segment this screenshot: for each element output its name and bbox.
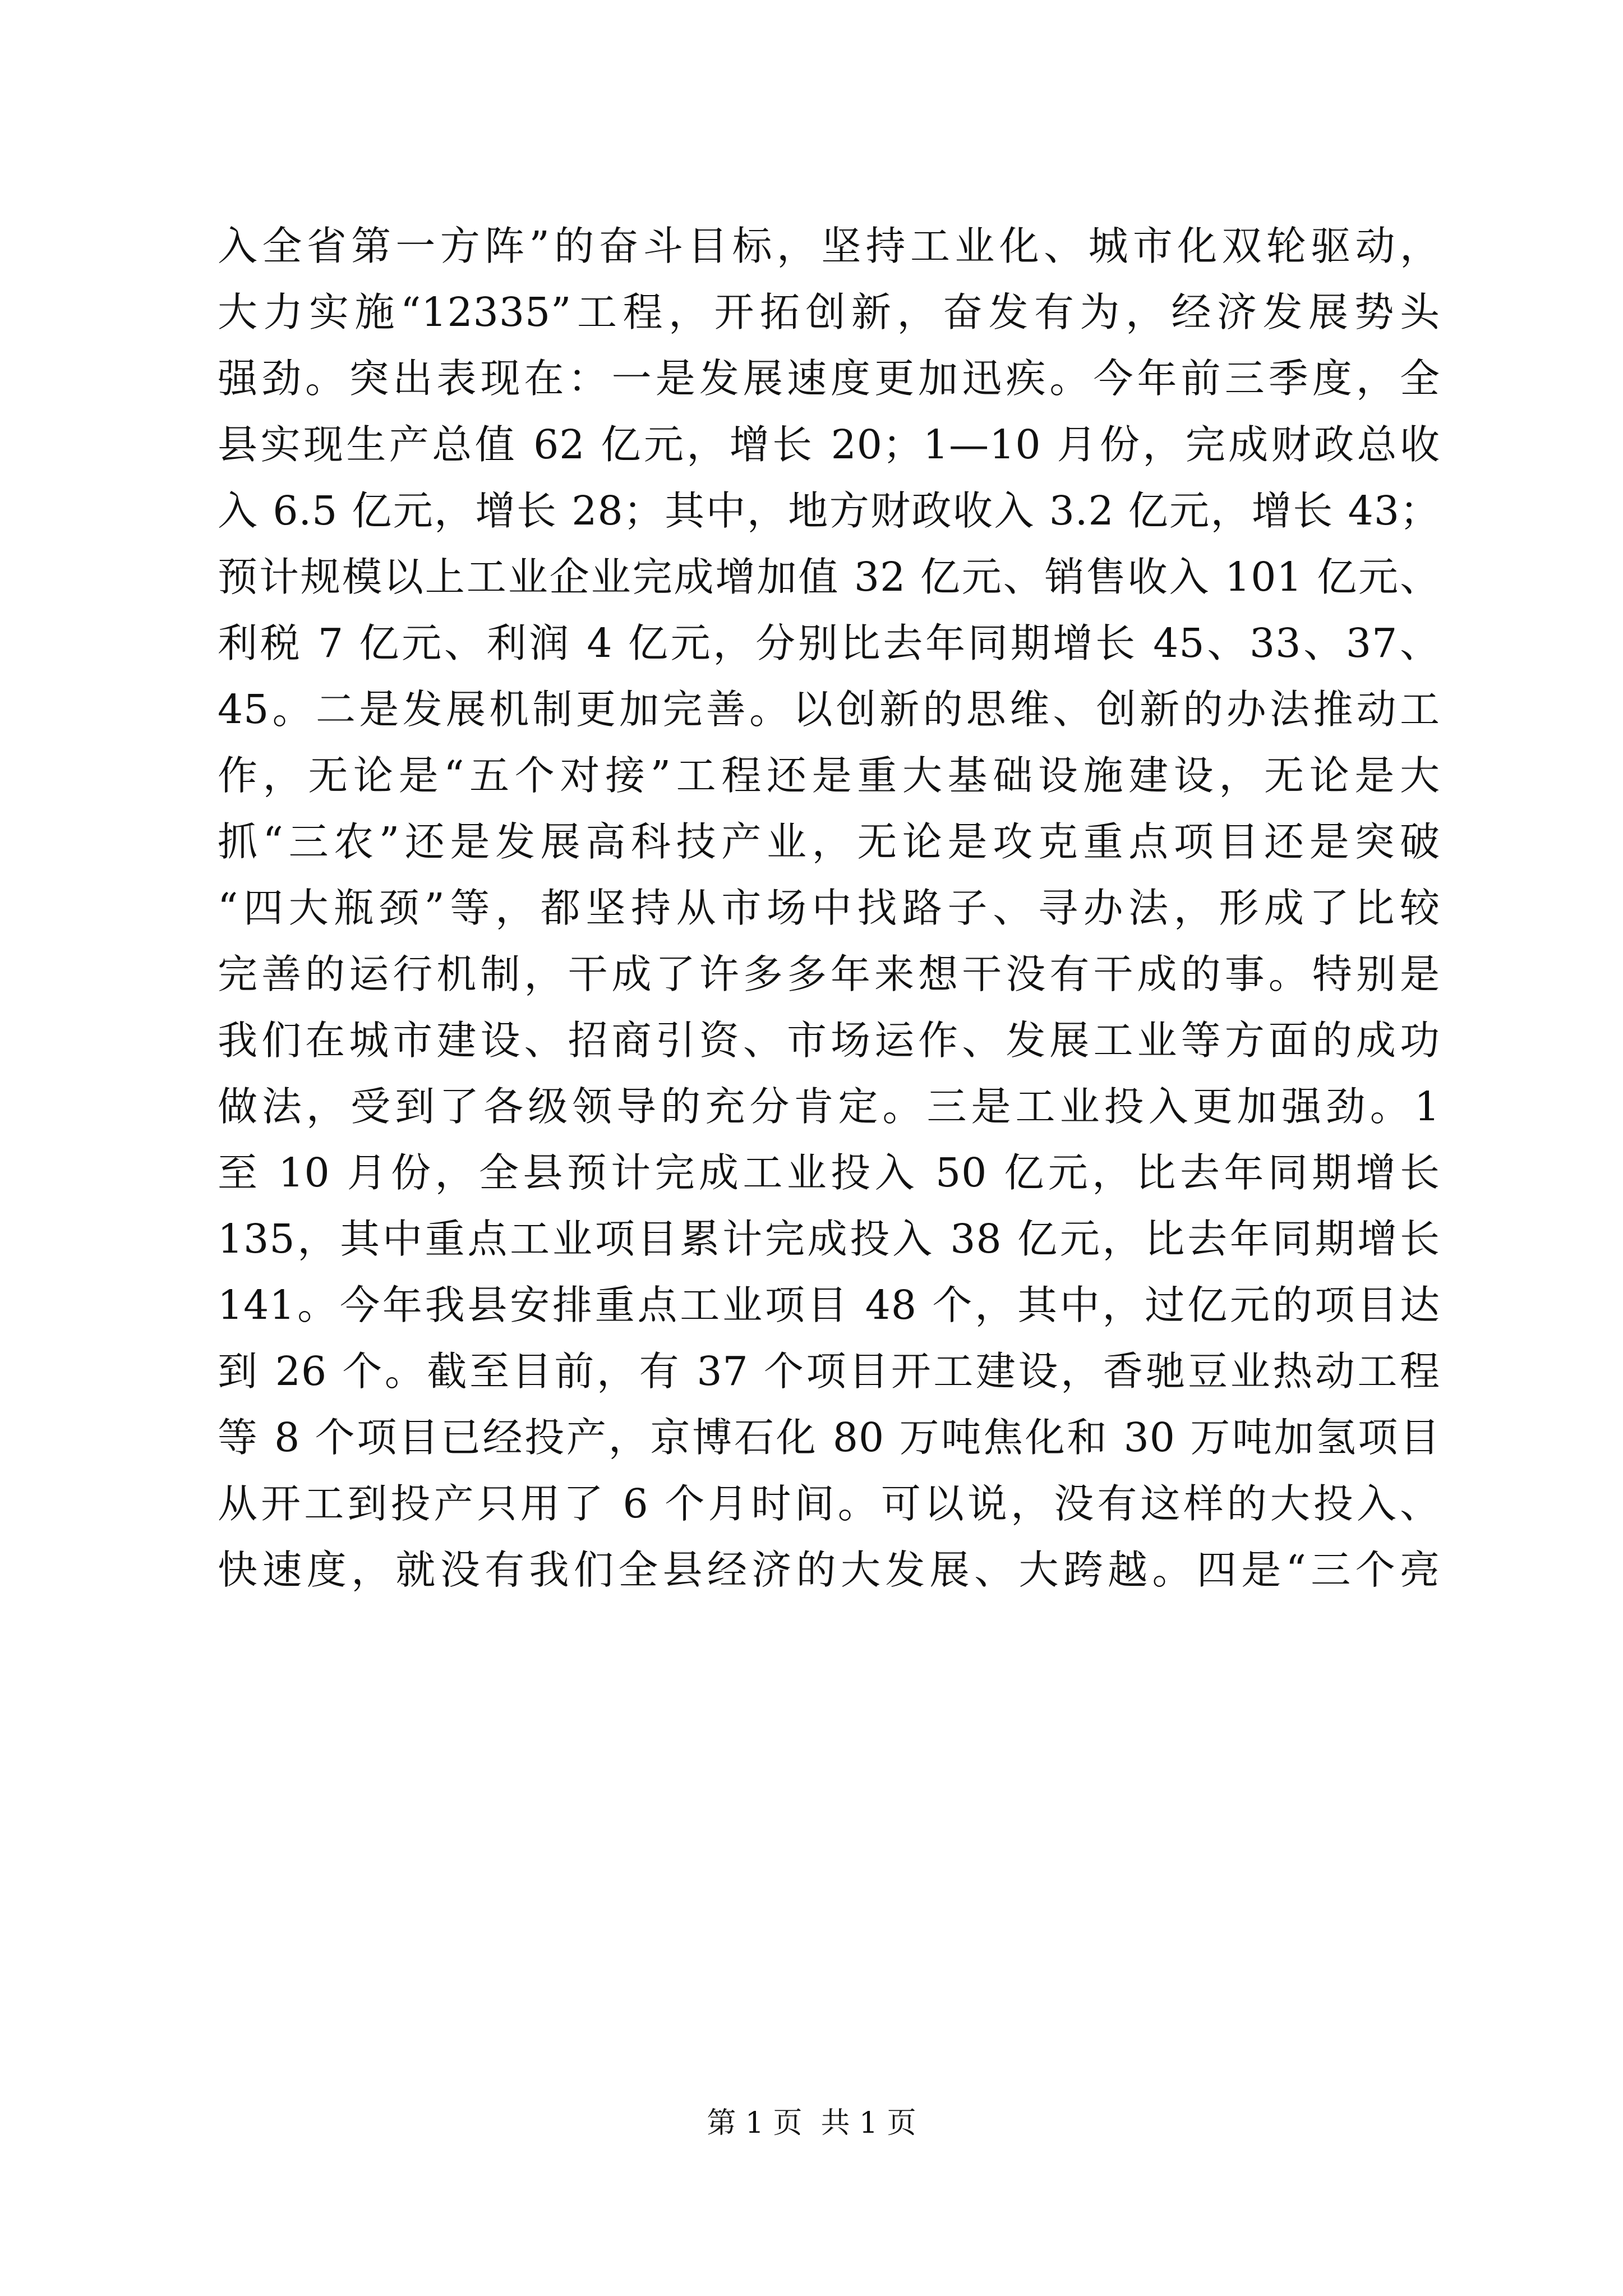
text-line: 抓“三农”还是发展高科技产业，无论是攻克重点项目还是突破: [218, 818, 1440, 865]
text-line: 45。二是发展机制更加完善。以创新的思维、创新的办法推动工: [218, 686, 1440, 733]
text-line: 我们在城市建设、招商引资、市场运作、发展工业等方面的成功: [218, 1017, 1440, 1064]
text-line: 入全省第一方阵”的奋斗目标，坚持工业化、城市化双轮驱动，: [218, 223, 1440, 269]
text-line: 完善的运行机制，干成了许多多年来想干没有干成的事。特别是: [218, 951, 1440, 997]
text-line: 至 10 月份，全县预计完成工业投入 50 亿元，比去年同期增长: [218, 1149, 1440, 1196]
text-line: “四大瓶颈”等，都坚持从市场中找路子、寻办法，形成了比较: [218, 885, 1440, 931]
text-line: 从开工到投产只用了 6 个月时间。可以说，没有这样的大投入、: [218, 1480, 1440, 1527]
text-line: 等 8 个项目已经投产，京博石化 80 万吨焦化和 30 万吨加氢项目: [218, 1414, 1440, 1461]
text-line: 入 6.5 亿元，增长 28；其中，地方财政收入 3.2 亿元，增长 43；: [218, 487, 1440, 534]
text-line: 作，无论是“五个对接”工程还是重大基础设施建设，无论是大: [218, 752, 1440, 799]
text-line: 利税 7 亿元、利润 4 亿元，分别比去年同期增长 45、33、37、: [218, 620, 1440, 666]
body-text: [218, 213, 1440, 1603]
text-line: 预计规模以上工业企业完成增加值 32 亿元、销售收入 101 亿元、: [218, 554, 1440, 600]
text-line: 大力实施“12335”工程，开拓创新，奋发有为，经济发展势头: [218, 289, 1440, 335]
page-number-footer: 第 1 页 共 1 页: [707, 2106, 916, 2140]
text-line: 县实现生产总值 62 亿元，增长 20；1—10 月份，完成财政总收: [218, 421, 1440, 468]
text-line: 快速度，就没有我们全县经济的大发展、大跨越。四是“三个亮: [218, 1547, 1440, 1593]
text-line: 135，其中重点工业项目累计完成投入 38 亿元，比去年同期增长: [218, 1216, 1440, 1262]
text-line: 强劲。突出表现在：一是发展速度更加迅疾。今年前三季度，全: [218, 355, 1440, 402]
text-line: 141。今年我县安排重点工业项目 48 个，其中，过亿元的项目达: [218, 1282, 1440, 1328]
text-line: 到 26 个。截至目前，有 37 个项目开工建设，香驰豆业热动工程: [218, 1348, 1440, 1395]
text-line: 做法，受到了各级领导的充分肯定。三是工业投入更加强劲。1: [218, 1083, 1440, 1130]
